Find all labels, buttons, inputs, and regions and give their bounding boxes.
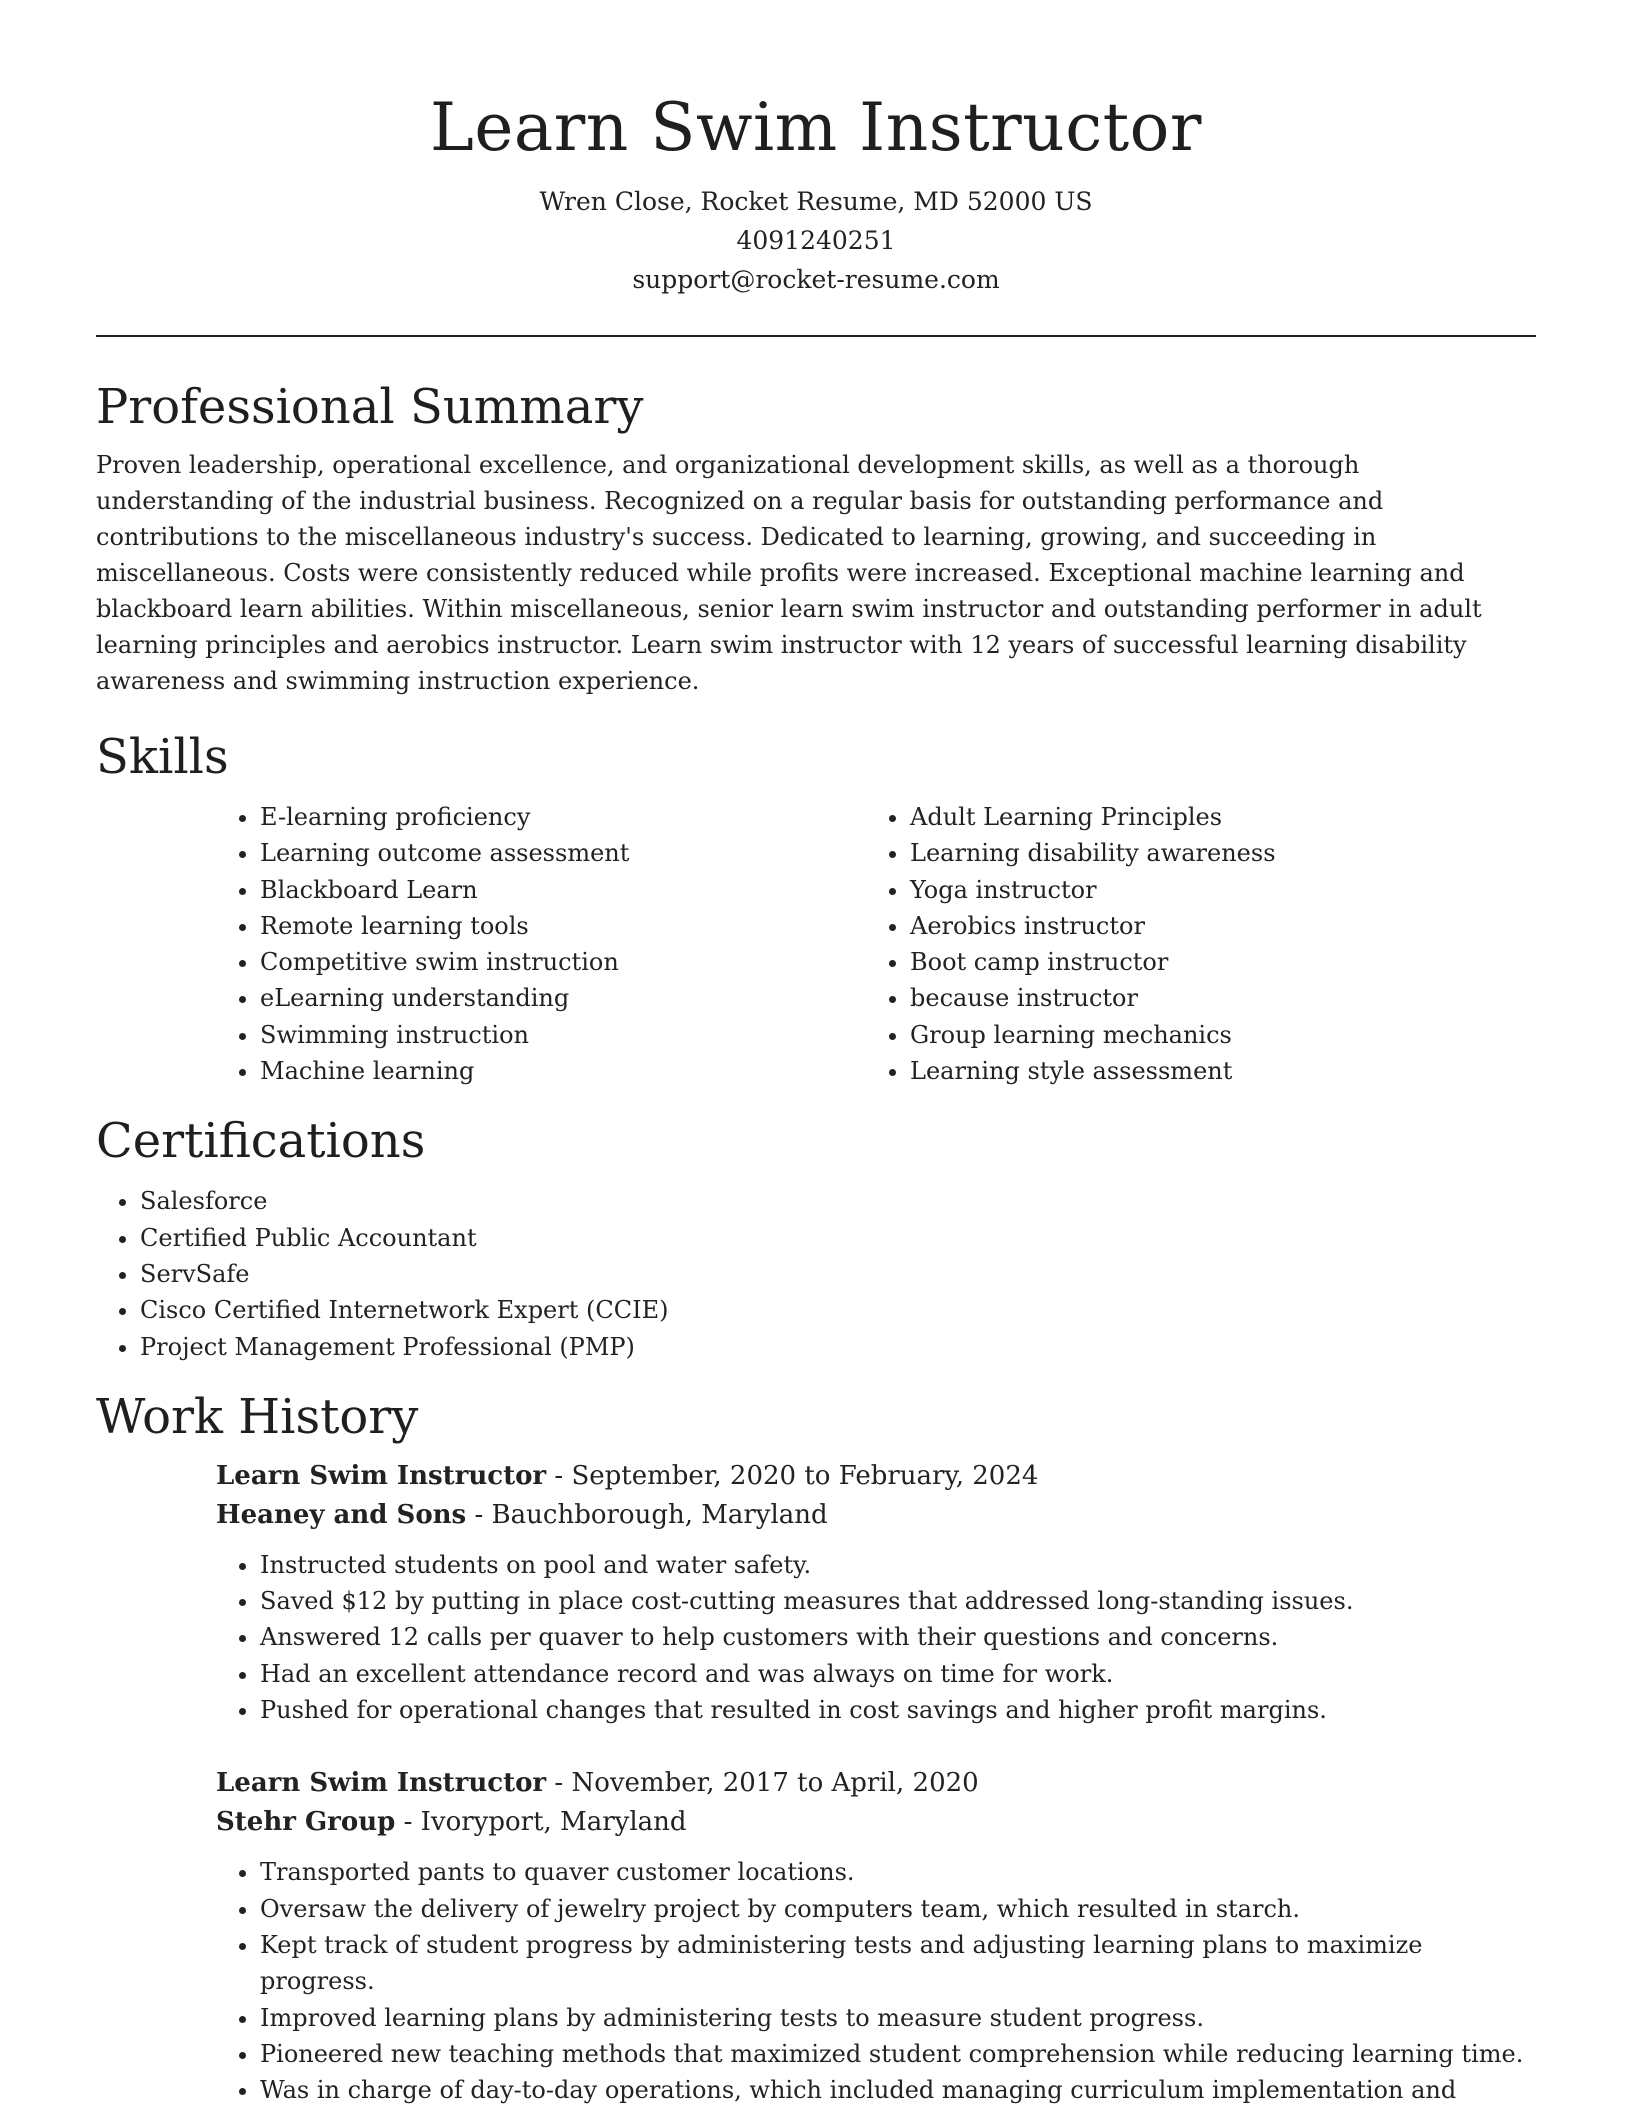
work-history-heading: Work History	[96, 1388, 419, 1445]
job-bullet: • Instructed students on pool and water safety.	[260, 1547, 1536, 1583]
job-bullet: • Was in charge of day-to-day operations, which included managing curriculum implementation and	[260, 2072, 1536, 2108]
job-separator: -	[546, 1768, 572, 1799]
contact-phone: 4091240251	[736, 226, 896, 255]
job-bullets	[216, 1854, 1536, 2108]
job-dates: November, 2017 to April, 2020	[571, 1768, 979, 1799]
job-bullet: • Kept track of student progress by administering tests and adjusting learning plans to maximize progress.	[260, 1927, 1536, 2000]
skill-item: • Competitive swim instruction	[260, 944, 866, 980]
skills-heading: Skills	[96, 729, 229, 785]
certification-item: • Cisco Certified Internetwork Expert (CCIE)	[140, 1292, 1536, 1328]
job-company-line	[216, 1803, 1536, 1842]
skills-list-right	[866, 799, 1516, 1089]
job-bullet: • Oversaw the delivery of jewelry project by computers team, which resulted in starch.	[260, 1891, 1536, 1927]
job-bullets	[216, 1547, 1536, 1728]
job-title-line	[216, 1457, 1536, 1496]
skills-section	[96, 727, 1536, 1089]
skill-item: • Machine learning	[260, 1053, 866, 1089]
skill-item: • eLearning understanding	[260, 980, 866, 1016]
skill-item: • Remote learning tools	[260, 908, 866, 944]
contact-email: support@rocket-resume.com	[632, 265, 1000, 294]
skill-item: • Boot camp instructor	[910, 944, 1516, 980]
job-separator: -	[546, 1460, 572, 1491]
skill-item: • Learning disability awareness	[910, 835, 1516, 871]
skill-item: • Learning outcome assessment	[260, 835, 866, 871]
job-title-line	[216, 1764, 1536, 1803]
job-company-line	[216, 1496, 1536, 1535]
certifications-section	[96, 1111, 1536, 1364]
job-bullet: • Saved $12 by putting in place cost-cutting measures that addressed long-standing issues.	[260, 1583, 1536, 1619]
certifications-list	[96, 1183, 1536, 1364]
contact-address: Wren Close, Rocket Resume, MD 52000 US	[539, 187, 1093, 216]
job-company: Heaney and Sons	[216, 1499, 467, 1530]
skills-column-right	[866, 799, 1516, 1089]
summary-heading: Professional Summary	[96, 379, 644, 435]
certification-item: • ServSafe	[140, 1256, 1536, 1292]
job-bullet: • Pushed for operational changes that resulted in cost savings and higher profit margins.	[260, 1692, 1536, 1728]
resume-header	[96, 88, 1536, 299]
job-bullet: • Had an excellent attendance record and was always on time for work.	[260, 1656, 1536, 1692]
work-history-section	[96, 1387, 1536, 2109]
certification-item: • Project Management Professional (PMP)	[140, 1329, 1536, 1365]
job-bullet: • Improved learning plans by administering tests to measure student progress.	[260, 2000, 1536, 2036]
job-location: Bauchborough, Maryland	[491, 1499, 828, 1530]
job-entry	[216, 1764, 1536, 2108]
certification-item: • Certified Public Accountant	[140, 1220, 1536, 1256]
job-entry	[216, 1457, 1536, 1728]
certifications-heading: Certifications	[96, 1113, 426, 1170]
skill-item: • Adult Learning Principles	[910, 799, 1516, 835]
job-bullet: • Transported pants to quaver customer locations.	[260, 1854, 1536, 1890]
skill-item: • Learning style assessment	[910, 1053, 1516, 1089]
summary-text: Proven leadership, operational excellence, and organizational development skills, as well as a thorough understanding of the industrial business. Recognized on a regular basis for outstanding performance and contributions to the miscellaneous industry's success. Dedicated to learning, growing, and succeeding in miscellaneous. Costs were consistently reduced while profits were increased. Exceptional machine learning and blackboard learn abilities. Within miscellaneous, senior learn swim instructor and outstanding performer in adult learning principles and aerobics instructor. Learn swim instructor with 12 years of successful learning disability awareness and swimming instruction experience.	[96, 451, 1482, 695]
job-bullet: • Answered 12 calls per quaver to help customers with their questions and concerns.	[260, 1619, 1536, 1655]
skill-item: • Blackboard Learn	[260, 872, 866, 908]
job-separator: -	[395, 1807, 421, 1838]
job-title: Learn Swim Instructor	[216, 1460, 547, 1491]
skills-grid	[216, 799, 1536, 1089]
skill-item: • E-learning proficiency	[260, 799, 866, 835]
job-company: Stehr Group	[216, 1807, 396, 1838]
job-dates: September, 2020 to February, 2024	[571, 1460, 1039, 1491]
summary-section	[96, 377, 1536, 699]
job-bullet: • Pioneered new teaching methods that maximized student comprehension while reducing learning time.	[260, 2036, 1536, 2072]
job-title: Learn Swim Instructor	[216, 1768, 547, 1799]
skill-item: • because instructor	[910, 980, 1516, 1016]
skill-item: • Group learning mechanics	[910, 1017, 1516, 1053]
skills-list-left	[216, 799, 866, 1089]
job-location: Ivoryport, Maryland	[420, 1807, 687, 1838]
header-divider	[96, 335, 1536, 337]
contact-info	[96, 182, 1536, 299]
certification-item: • Salesforce	[140, 1183, 1536, 1219]
skill-item: • Aerobics instructor	[910, 908, 1516, 944]
job-separator: -	[466, 1499, 492, 1530]
skill-item: • Swimming instruction	[260, 1017, 866, 1053]
skills-column-left	[216, 799, 866, 1089]
skill-item: • Yoga instructor	[910, 872, 1516, 908]
candidate-name: Learn Swim Instructor	[430, 89, 1202, 166]
